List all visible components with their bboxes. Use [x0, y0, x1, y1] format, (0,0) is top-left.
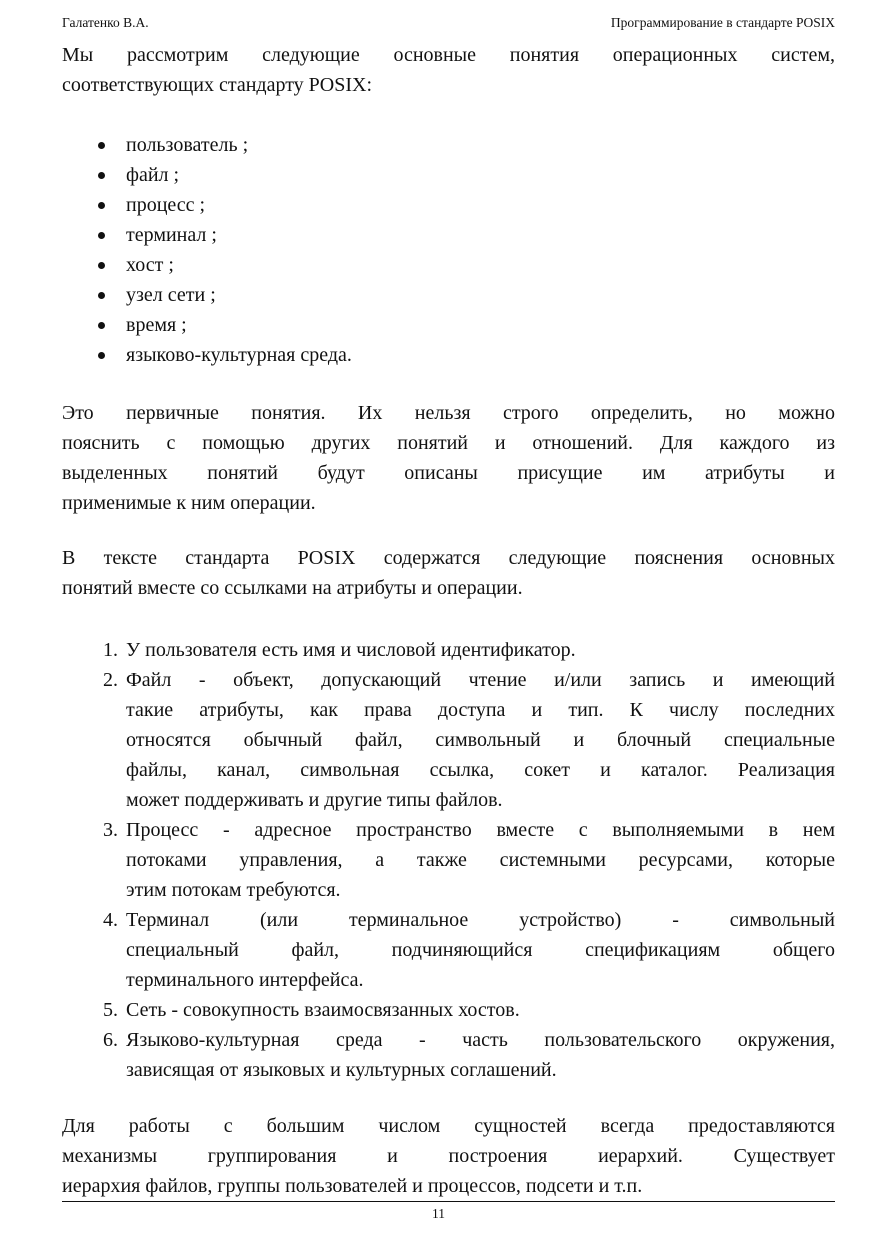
bullet-text: файл ;: [126, 164, 180, 186]
text-line: терминального интерфейса.: [126, 969, 364, 991]
page-number: 11: [432, 1206, 445, 1221]
paragraph-hierarchies: [62, 1111, 835, 1201]
numbered-item: [62, 905, 835, 995]
text-line: зависящая от языковых и культурных соглашений.: [126, 1059, 557, 1081]
text-line: файлы, канал, символьная ссылка, сокет и каталог. Реализация: [126, 759, 835, 781]
bullet-item: [62, 160, 835, 190]
numbered-item: [62, 1025, 835, 1085]
footer-divider: [62, 1201, 835, 1202]
bullet-item: [62, 340, 835, 370]
bullet-item: [62, 250, 835, 280]
text-line: механизмы группирования и построения иерархий. Существует: [62, 1145, 835, 1167]
numbered-list: [62, 635, 835, 1085]
numbered-item: [62, 665, 835, 815]
paragraph-posix-explanations: [62, 543, 835, 603]
text-line: У пользователя есть имя и числовой идентификатор.: [126, 639, 576, 661]
text-line: пояснить с помощью других понятий и отношений. Для каждого из: [62, 432, 835, 454]
bullet-icon: [98, 232, 105, 239]
header-title: Программирование в стандарте POSIX: [610, 15, 835, 30]
bullet-item: [62, 130, 835, 160]
item-number: 1.: [103, 639, 118, 661]
text-line: иерархия файлов, группы пользователей и процессов, подсети и т.п.: [62, 1175, 643, 1197]
item-number: 6.: [103, 1029, 118, 1051]
text-line: Файл - объект, допускающий чтение и/или запись и имеющий: [126, 669, 835, 691]
text-line: Для работы с большим числом сущностей всегда предоставляются: [62, 1115, 835, 1137]
text-line: относятся обычный файл, символьный и блочный специальные: [126, 729, 835, 751]
intro-paragraph: [62, 40, 835, 100]
text-line: специальный файл, подчиняющийся спецификациям общего: [126, 939, 835, 961]
bullet-text: терминал ;: [126, 224, 217, 246]
bullet-icon: [98, 202, 105, 209]
header-author: Галатенко В.А.: [62, 15, 149, 30]
item-number: 5.: [103, 999, 118, 1021]
bullet-icon: [98, 352, 105, 359]
numbered-item: [62, 635, 835, 665]
text-line: Это первичные понятия. Их нельзя строго определить, но можно: [62, 402, 835, 424]
bullet-item: [62, 190, 835, 220]
bullet-text: процесс ;: [126, 194, 206, 216]
text-line: применимые к ним операции.: [62, 492, 316, 514]
item-number: 2.: [103, 669, 118, 691]
text-line: понятий вместе со ссылками на атрибуты и операции.: [62, 577, 523, 599]
bullet-text: языково-культурная среда.: [126, 344, 352, 366]
text-line: Терминал (или терминальное устройство) - символьный: [126, 909, 835, 931]
text-line: Сеть - совокупность взаимосвязанных хостов.: [126, 999, 520, 1021]
bullet-item: [62, 310, 835, 340]
text-line: Мы рассмотрим следующие основные понятия операционных систем,: [62, 44, 835, 66]
bullet-item: [62, 280, 835, 310]
item-number: 4.: [103, 909, 118, 931]
numbered-item: [62, 995, 835, 1025]
bullet-text: пользователь ;: [126, 134, 249, 156]
text-line: В тексте стандарта POSIX содержатся следующие пояснения основных: [62, 547, 835, 569]
bullet-item: [62, 220, 835, 250]
bullet-text: хост ;: [126, 254, 174, 276]
bullet-icon: [98, 292, 105, 299]
numbered-item: [62, 815, 835, 905]
paragraph-primary-concepts: [62, 398, 835, 518]
text-line: потоками управления, а также системными ресурсами, которые: [126, 849, 835, 871]
item-number: 3.: [103, 819, 118, 841]
text-line: такие атрибуты, как права доступа и тип. К числу последних: [126, 699, 835, 721]
bullet-icon: [98, 142, 105, 149]
text-line: Языково-культурная среда - часть пользовательского окружения,: [126, 1029, 835, 1051]
text-line: соответствующих стандарту POSIX:: [62, 74, 373, 96]
bullet-icon: [98, 262, 105, 269]
text-line: этим потокам требуются.: [126, 879, 341, 901]
bullet-text: узел сети ;: [126, 284, 216, 306]
bullet-list: [62, 130, 835, 370]
bullet-text: время ;: [126, 314, 187, 336]
text-line: может поддерживать и другие типы файлов.: [126, 789, 503, 811]
bullet-icon: [98, 172, 105, 179]
text-line: Процесс - адресное пространство вместе с выполняемыми в нем: [126, 819, 835, 841]
bullet-icon: [98, 322, 105, 329]
text-line: выделенных понятий будут описаны присущие им атрибуты и: [62, 462, 835, 484]
